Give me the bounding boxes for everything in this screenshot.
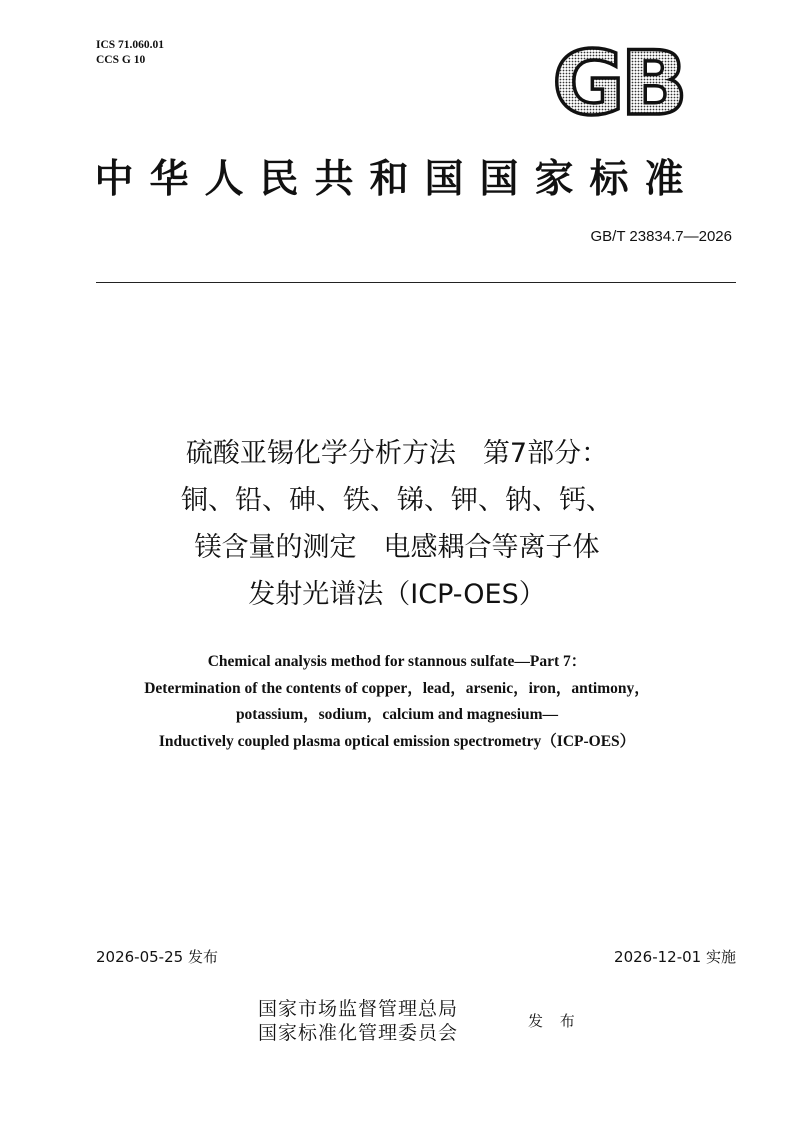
chinese-title-line: 铜、铅、砷、铁、锑、钾、钠、钙、 bbox=[181, 485, 613, 516]
ccs-code: CCS G 10 bbox=[96, 54, 146, 66]
header-divider bbox=[96, 282, 736, 283]
implementation-date: 2026-12-01 实施 bbox=[614, 948, 736, 966]
standard-number: GB/T 23834.7—2026 bbox=[590, 228, 732, 245]
chinese-title-line: 发射光谱法（ICP-OES） bbox=[248, 579, 546, 610]
chinese-title-line: 硫酸亚锡化学分析方法 第7部分： bbox=[185, 438, 609, 469]
national-standard-title: 中华人民共和国国家标准 bbox=[94, 156, 700, 202]
publisher-name: 国家市场监督管理总局 bbox=[258, 998, 459, 1020]
publisher-name: 国家标准化管理委员会 bbox=[258, 1022, 459, 1044]
classification-codes bbox=[96, 38, 164, 68]
ics-code: ICS 71.060.01 bbox=[96, 39, 165, 51]
english-title-line: potassium，sodium，calcium and magnesium— bbox=[235, 706, 559, 723]
publish-label: 发 布 bbox=[528, 1012, 581, 1030]
issue-date: 2026-05-25 发布 bbox=[96, 948, 218, 966]
gb-logo-text: GB bbox=[552, 42, 684, 120]
english-title-line: Determination of the contents of copper，lead，arsenic，iron，antimony， bbox=[144, 679, 650, 697]
english-title-line: Chemical analysis method for stannous sulfate—Part 7： bbox=[207, 653, 587, 670]
chinese-title bbox=[0, 430, 794, 618]
english-title-line: Inductively coupled plasma optical emission spectrometry（ICP-OES） bbox=[158, 732, 636, 750]
publishing-authorities bbox=[258, 997, 458, 1045]
gb-logo-icon bbox=[538, 42, 698, 120]
english-title bbox=[0, 649, 794, 755]
chinese-title-line: 镁含量的测定 电感耦合等离子体 bbox=[194, 532, 600, 563]
